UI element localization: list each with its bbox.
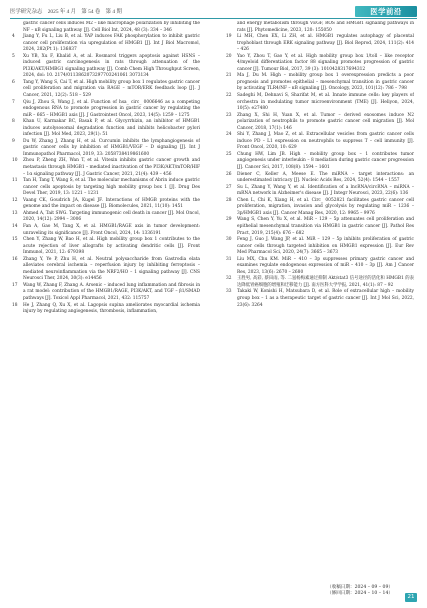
reference-text: Fan A, Gao M, Tang X, et al. HMGB1/RAGE axis in tumor development: unraveling its significance [J]. Front Oncol, 2024, 14: 1336191 <box>23 223 200 236</box>
reference-item <box>226 237 414 257</box>
reference-number: 26 <box>226 171 232 177</box>
reference-text: Du W, Zhang J, Zhang H, et al. Curcumin inhibits the lymphangiogenesis of gastric cancer cells by inhibition of HMGB1/VEGF – D signaling [J]. Int J Immunopathol Pharmacol, 2019, 33: 2058738419861600 <box>23 138 200 157</box>
reference-item <box>226 132 414 152</box>
reference-text: Chen Y, Zhang W, Bao H, et al. High mobility group box 1 contributes to the acute rejection of liver allografts by activating dendritic cells [J]. Front Immunol, 2021, 12: 679398 <box>23 237 200 256</box>
reference-text: Chung HW, Lim JB. High – mobility group box – 1 contributes tumor angiogenesis under interleukin – 8 mediation during gastric cancer progression [J]. Cancer Sci, 2017, 108(8): 1594 – 1601 <box>237 151 414 171</box>
reference-text: Chen L, Chi K, Xiang H, et al. Circ_ 0052821 facilitates gastric cancer cell proliferation, migration, invasion and glycolysis by regulating miR – 1236 – 3p/HMGB1 axis [J]. Cancer Manag Res, 2020, 12: 9965 – 9976 <box>237 197 414 216</box>
reference-number: 20 <box>226 53 232 59</box>
reference-item <box>226 172 414 185</box>
reference-number: 32 <box>226 276 232 282</box>
reference-number: 4 <box>12 34 15 40</box>
received-date: （收稿日期：2024 – 09 – 09） <box>327 585 393 590</box>
reference-number: 15 <box>12 237 18 243</box>
manuscript-dates <box>327 585 393 598</box>
reference-number: 22 <box>226 93 232 99</box>
reference-text: Shi Y, Zhang J, Mao Z, et al. Extracellular vesicles from gastric cancer cells induce PD – L1 expression on neutrophils to suppress T – cell immunity [J]. Front Oncol, 2020, 10: 629 <box>237 132 414 151</box>
reference-number: 11 <box>12 178 18 184</box>
reference-number: 16 <box>12 256 18 262</box>
reference-text: He J, Zhang Q, Xu X, et al. Lagopsis supina ameliorates myocardial ischemia injury by regulating angiogenesis, thrombosis, inflammation, <box>23 302 200 315</box>
reference-number: 12 <box>12 197 18 203</box>
reference-text: Tang Y, Wang S, Cai T, et al. High mobility group box 1 regulates gastric cancer cell proliferation and migration via RAGE – mTOR/ERK feedback loop [J]. J Cancer, 2021, 12(2): 518 – 529 <box>23 79 200 99</box>
reference-item <box>226 113 414 133</box>
reference-text: Takaki W, Konishi H, Matsubara D, et al. Role of extracellular high – mobility group box – 1 as a therapeutic target of gastric cancer [J]. Int J Mol Sci, 2022, 23(6): 3264 <box>237 289 414 308</box>
reference-number: 7 <box>12 99 15 105</box>
reference-number: 21 <box>226 73 232 79</box>
page-number: 21 <box>405 593 417 602</box>
reference-text: Khan U, Karmakar BC, Basak P, et al. Glycyrrhizin, an inhibitor of HMGB1 induces autolysosomal degradation function and inhibits helicobacter pylori infection [J]. Mol Med, 2023, 29(1): 51 <box>23 119 200 138</box>
reference-text: Yao Y, Zhou T, Gao Y, et al. High mobility group box 1/toll – like receptor 4/myeloid differentiation factor 88 signaling promotes progression of gastric cancer [J]. Tumour Biol, 2017, 39 (3): 1010428317694312 <box>237 53 414 72</box>
reference-item <box>12 303 200 316</box>
reference-text: Xu YB, Xu F, Khalid A, et al. Rosmarol triggers apoptosis against HSNS – induced gastric carcinogenesis in rats through attenuation of the PI3K/AKT/HMBG1 signaling pathway [J]. Comb Chem High Throughput Screen, 2024, doi: 10. 2174/0113862073297703241061 3073134 <box>23 53 200 79</box>
reference-item <box>12 21 200 34</box>
reference-item <box>226 73 414 93</box>
reference-item <box>12 237 200 257</box>
reference-column-right <box>226 21 414 581</box>
reference-number: 27 <box>226 184 232 190</box>
journal-info: 医学研究杂志 2025 年 4 月 第 54 卷 第 4 期 <box>10 9 122 15</box>
reference-item <box>12 119 200 139</box>
reference-number: 9 <box>12 138 15 144</box>
reference-number: 6 <box>12 79 15 85</box>
reference-item <box>226 217 414 237</box>
reference-number: 8 <box>12 119 15 125</box>
reference-item <box>12 80 200 100</box>
reference-text: Diener C, Keller A, Meese E. The miRNA – target interactions: an underestimated intricacy [J]. Nucleic Acids Res, 2024, 52(4): 1544 – 1557 <box>237 171 414 184</box>
reference-number: 29 <box>226 217 232 223</box>
reference-item <box>12 257 200 283</box>
reference-number: 14 <box>12 223 18 229</box>
reference-column-left <box>12 21 200 581</box>
reference-item <box>226 185 414 198</box>
reference-number: 18 <box>12 302 18 308</box>
reference-text: Tan H, Tang T, Wang S, et al. The molecular mechanisms of Abrin induce gastric cancer cells apoptosis by targeting high mobility group box 1 [J]. Drug Des Devel Ther, 2019, 13: 1221 – 1231 <box>23 178 200 197</box>
reference-text: Li MH, Chen EX, Li ZH, et al. HMGB1 regulates autophagy of placental trophoblast through ERK signaling pathway [J]. Biol Reprod, 2024, 111(2): 414 – 426 <box>237 34 414 53</box>
reference-text: Wang W, Zhang F, Zhang A. Arsenic – induced lung inflammation and fibrosis in a rat model: contribution of the HMGB1/RAGE, PI3K/AKT, and TGF – β1/SMAD pathways [J]. Toxicol Appl Pharmacol, 2021, 432: 115757 <box>23 282 200 301</box>
reference-item <box>226 276 414 289</box>
reference-item <box>12 139 200 159</box>
reference-item <box>226 54 414 74</box>
reference-number: 19 <box>226 34 232 40</box>
reference-number: 10 <box>12 158 18 164</box>
reference-item <box>12 34 200 54</box>
reference-item <box>12 54 200 80</box>
reference-number: 24 <box>226 132 232 138</box>
section-banner: 医学前沿 <box>355 6 417 17</box>
reference-item <box>12 198 200 211</box>
reference-item <box>12 283 200 303</box>
reference-item <box>12 211 200 224</box>
reference-number: 23 <box>226 112 232 118</box>
reference-text: gastric cancer cells induces M2 – like macrophage polarization by inhibiting the NF – κB signaling pathway [J]. Cell Biol Int, 2024, 48 (3): 334 – 346 <box>23 21 200 33</box>
reference-number: 28 <box>226 197 232 203</box>
header-rule <box>10 18 417 19</box>
reference-text: Zhang X, Shi H, Yuan X, et al. Tumor – derived exosomes induce N2 polarization of neutrophils to promote gastric cancer cell migration [J]. Mol Cancer, 2018, 17(1): 146 <box>237 112 414 131</box>
reference-item <box>12 224 200 237</box>
reference-item <box>226 257 414 277</box>
reference-text: Sadeghi M, Dehnavi S, Sharifat M, et al. Innate immune cells: key players of orchestra in modulating tumor microenvironment (TME) [J]. Heliyon, 2024, 10(5): e27480 <box>237 93 414 112</box>
reference-number: 13 <box>12 210 18 216</box>
reference-item <box>226 152 414 172</box>
revised-date: （修回日期：2024 – 10 – 14） <box>327 591 393 597</box>
reference-number: 17 <box>12 282 18 288</box>
reference-item <box>12 158 200 178</box>
reference-number: 31 <box>226 256 232 262</box>
reference-text: and energy metabolism through VEGF, ROS and HMGB1 signaling pathways in rats [J]. Phytomedicine, 2023, 120: 155050 <box>237 21 414 33</box>
reference-item <box>226 289 414 309</box>
reference-item <box>226 93 414 113</box>
reference-text: Zhang Y, Ye P, Zhu H, et al. Neutral polysaccharide from Gastrodia elata alleviates cerebral ischemia – reperfusion injury by inhibiting ferroptosis – mediated neuroinflammation via the NRF2/HO – 1 signaling pathway [J]. CNS Neurosci Ther, 2024, 30(3): e14456 <box>23 256 200 282</box>
reference-text: Su L, Zhang Y, Wang Y, et al. Identification of a lncRNA/circRNA – miRNA – mRNA network in Alzheimer's disease [J]. J Integr Neurosci, 2023, 22(6): 136 <box>237 184 414 197</box>
reference-number: 33 <box>226 289 232 295</box>
reference-item <box>12 100 200 120</box>
reference-text: Liu MX, Chu KM. MiR – 410 – 3p suppresses primary gastric cancer and examines regulate endogenous expression of miR – 410 – 3p [J]. Am J Cancer Res, 2023, 13(6): 2670 – 2680 <box>237 256 414 275</box>
reference-item <box>226 34 414 54</box>
reference-text: Ma J, Du M. High – mobility group box 1 overexpression predicts a poor prognosis and promotes epithelial – mesenchymal transition in gastric cancer by activating TLR4/NF – κB signaling [J]. Oncology, 2023, 101(12): 786 – 798 <box>237 73 414 92</box>
reference-text: Zhou P, Zheng ZH, Wan T, et al. Vitexin inhibits gastric cancer growth and metastasis through HMGB1 – mediated inactivation of the PI3K/AKT/mTOR/HIF – 1α signaling pathway [J]. J Gastric Cancer, 2021, 21(4): 439 – 456 <box>23 158 200 177</box>
page-header <box>0 6 427 19</box>
reference-number: 25 <box>226 151 232 157</box>
reference-text: Vaang CK, Goudrich JA, Kugel JF. Interactions of HMGB proteins with the genome and the impact on disease [J]. Biomolecules, 2021, 11(10): 1451 <box>23 197 200 210</box>
reference-text: Ahmed A, Tait SWG. Targeting immunogenic cell death in cancer [J]. Mol Oncol, 2020, 14(12): 2994 – 3006 <box>23 210 200 223</box>
reference-text: 王胜男, 高彩, 蔡田雨, 等. 二氢杨梅素通过抑制 Akt/stat3 信号途径的活化和 HMGB1 的表达降低胃癌细胞的增殖和迁移能力 [J]. 南方医科大学学报, 2021, 41(1): 87 – 92 <box>237 276 414 288</box>
reference-number: 30 <box>226 237 232 243</box>
reference-number: 5 <box>12 53 15 59</box>
reference-text: Wang S, Chen Y, Yu X, et al. MiR – 129 – 5p attenuates cell proliferation and epithelial mesenchymal transition via HMGB1 in gastric cancer [J]. Pathol Res Pract, 2019, 215(4): 676 – 682 <box>237 217 414 236</box>
reference-text: Qiu J, Zhou S, Wang J, et al. Function of hsa_ circ_ 0006646 as a competing endogenous RNA to promote progression in gastric cancer by regulating the miR – 665 – HMGB1 axis [J]. J Gastrointest Oncol, 2023, 14(5): 1259 – 1275 <box>23 99 200 118</box>
reference-item <box>226 21 414 34</box>
reference-text: Feng J, Guo J, Wang JP, et al. MiR – 129 – 5p inhibits proliferation of gastric cancer cells through targeted inhibition on HMGB1 expression [J]. Eur Rev Med Pharmacol Sci, 2020, 24(7): 3665 – 3673 <box>237 237 414 256</box>
reference-text: Jiang Y, Fu L, Liu B, et al. YAP induces FAK phosphorylation to inhibit gastric cancer cell proliferation via upregulation of HMGB1 [J]. Int J Biol Macromol, 2024, 282(Pt 1): 136837 <box>23 34 200 53</box>
reference-item <box>12 178 200 198</box>
reference-item <box>226 198 414 218</box>
